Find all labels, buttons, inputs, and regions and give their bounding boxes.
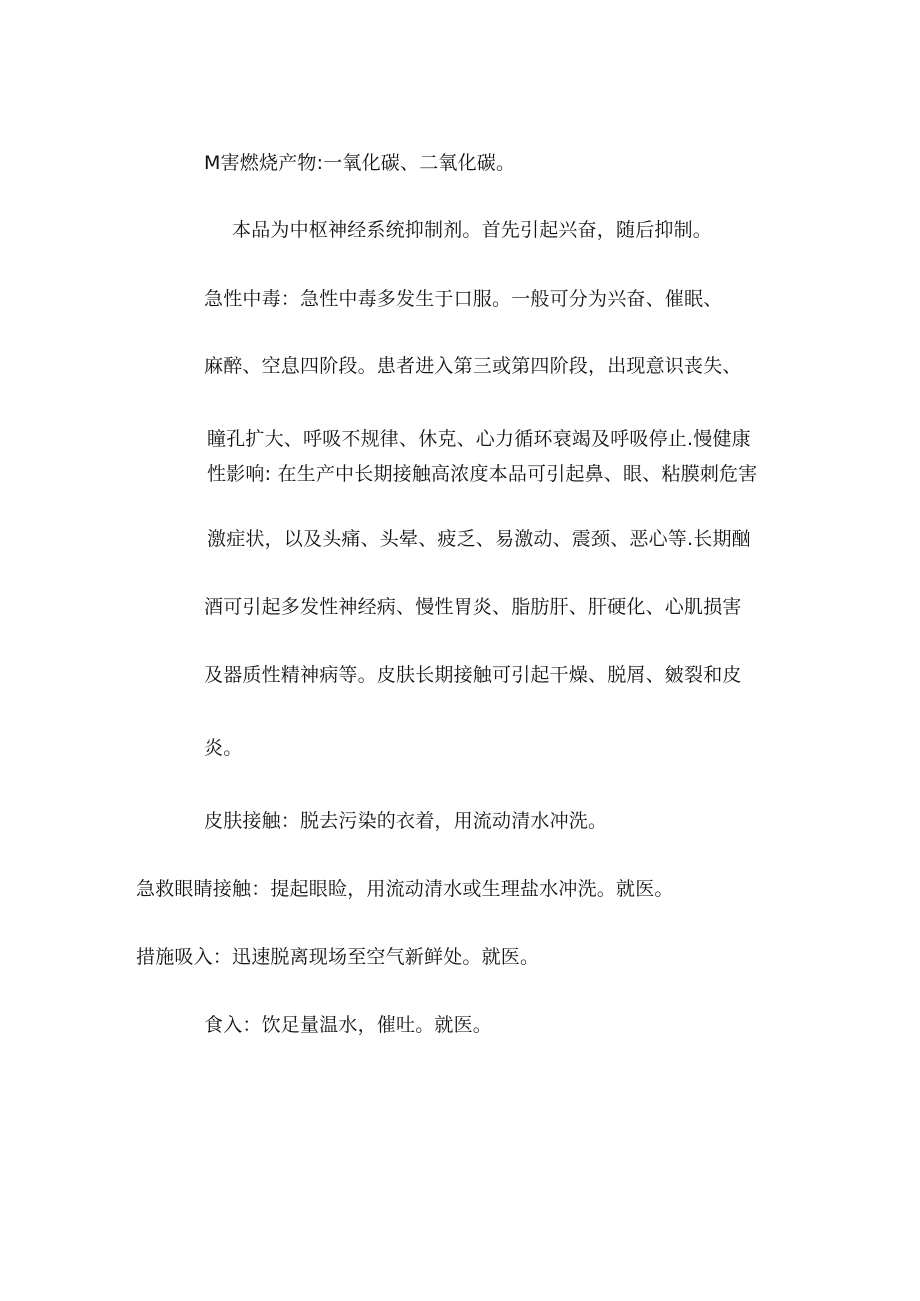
text-line-ingestion: 食入：饮足量温水，催吐。就医。 xyxy=(204,1014,493,1036)
text-line-chronic-effects-2: 激症状，以及头痛、头晕、疲乏、易激动、震颈、恶心等.长期酗 xyxy=(207,528,751,550)
text-line-cns-depressant: 本品为中枢神经系统抑制剂。首先引起兴奋，随后抑制。 xyxy=(232,219,713,241)
text-line-skin-contact: 皮肤接触：脱去污染的衣着，用流动清水冲洗。 xyxy=(204,810,608,832)
text-line-combustion-products: M害燃烧产物:一氧化碳、二氧化碳。 xyxy=(204,152,516,174)
text-line-chronic-effects-4: 及器质性精神病等。皮肤长期接触可引起干燥、脱屑、皴裂和皮 xyxy=(204,664,742,686)
text-line-acute-poisoning-1: 急性中毒：急性中毒多发生于口服。一般可分为兴奋、催眠、 xyxy=(204,288,723,310)
text-line-acute-poisoning-2: 麻醉、空息四阶段。患者进入第三或第四阶段，出现意识丧失、 xyxy=(204,355,742,377)
text-line-chronic-effects-1: 性影响: 在生产中长期接触高浓度本品可引起鼻、眼、粘膜刺危害 xyxy=(207,463,758,485)
text-line-chronic-effects-5: 炎。 xyxy=(204,737,243,759)
text-line-eye-contact: 急救眼睛接触：提起眼睑，用流动清水或生理盐水冲洗。就医。 xyxy=(136,878,674,900)
text-line-inhalation: 措施吸入：迅速脱离现场至空气新鲜处。就医。 xyxy=(136,946,540,968)
text-line-chronic-effects-3: 酒可引起多发性神经病、慢性胃炎、脂肪肝、肝硬化、心肌损害 xyxy=(204,596,742,618)
text-line-acute-poisoning-3: 瞳孔扩大、呼吸不规律、休克、心力循环衰竭及呼吸停止.慢健康 xyxy=(207,428,751,450)
